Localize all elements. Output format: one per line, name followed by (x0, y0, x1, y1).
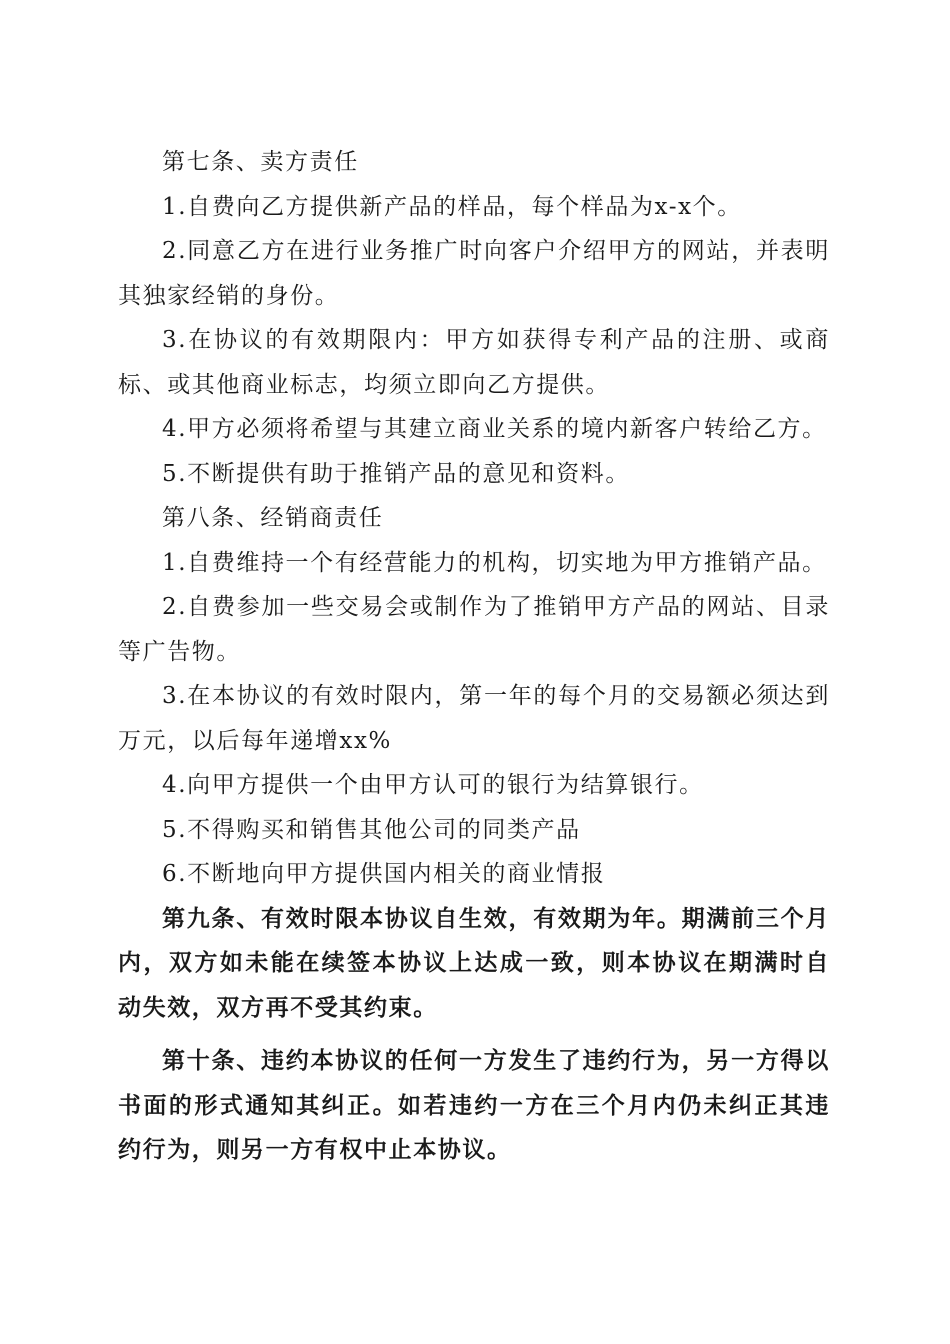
article-7-item-1: 1.自费向乙方提供新产品的样品，每个样品为x-x个。 (162, 193, 742, 220)
article-8-item-2: 2.自费参加一些交易会或制作为了推销甲方产品的网站、目录等广告物。 (118, 594, 830, 665)
article-8-item-3: 3.在本协议的有效时限内，第一年的每个月的交易额必须达到万元，以后每年递增xx% (118, 683, 830, 754)
article-7-item-2: 2.同意乙方在进行业务推广时向客户介绍甲方的网站，并表明其独家经销的身份。 (118, 238, 830, 309)
article-8-item-4: 4.向甲方提供一个由甲方认可的银行为结算银行。 (162, 772, 704, 798)
article-7-item-5: 5.不断提供有助于推销产品的意见和资料。 (162, 460, 630, 487)
article-8-heading: 第八条、经销商责任 (162, 505, 384, 531)
document-body (118, 140, 830, 1173)
article-8-item-1: 1.自费维持一个有经营能力的机构，切实地为甲方推销产品。 (162, 549, 827, 576)
article-10-paragraph: 第十条、违约本协议的任何一方发生了违约行为，另一方得以书面的形式通知其纠正。如若违约一方在三个月内仍未纠正其违约行为，则另一方有权中止本协议。 (118, 1047, 830, 1163)
article-8-item-6: 6.不断地向甲方提供国内相关的商业情报 (162, 861, 606, 887)
article-8-item-5: 5.不得购买和销售其他公司的同类产品 (162, 816, 581, 843)
article-9-paragraph: 第九条、有效时限本协议自生效，有效期为年。期满前三个月内，双方如未能在续签本协议上达成一致，则本协议在期满时自动失效，双方再不受其约束。 (118, 904, 830, 1021)
article-7-item-4: 4.甲方必须将希望与其建立商业关系的境内新客户转给乙方。 (162, 416, 827, 442)
article-7-item-3: 3.在协议的有效期限内：甲方如获得专利产品的注册、或商标、或其他商业标志，均须立即向乙方提供。 (118, 327, 830, 398)
article-7-heading: 第七条、卖方责任 (162, 149, 359, 175)
